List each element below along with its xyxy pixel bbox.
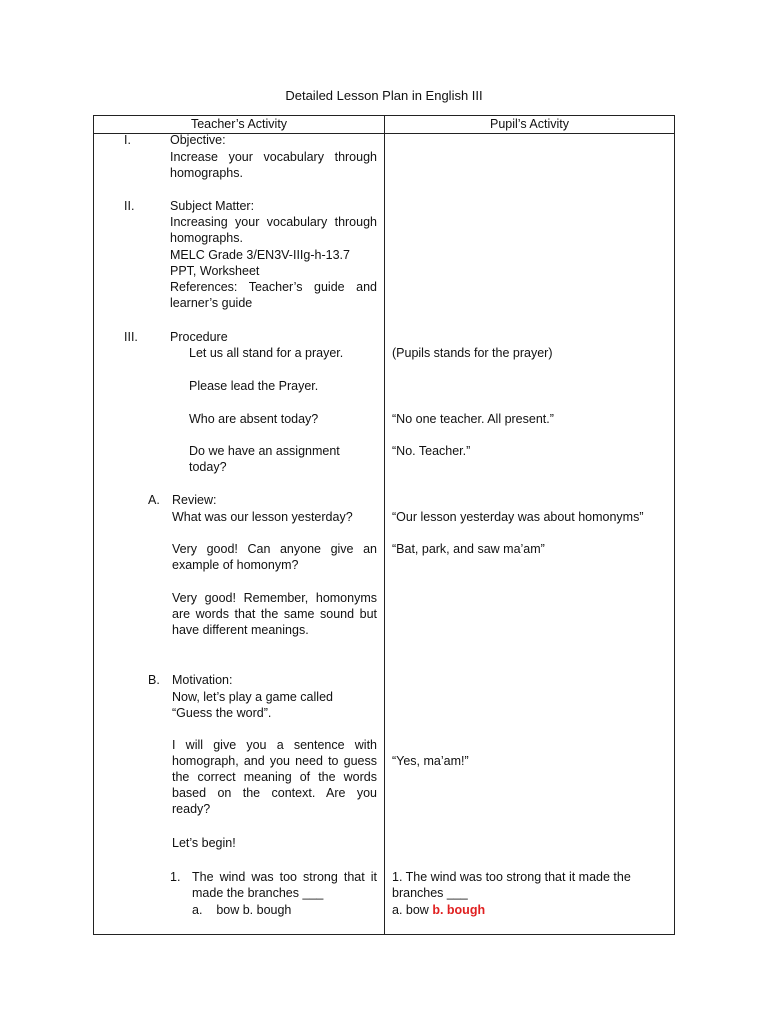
motivation-letter: B. bbox=[148, 673, 160, 687]
subject-matter-references: References: Teacher’s guide and learner’s guide bbox=[170, 280, 377, 310]
pupil-review-answer-2: “Bat, park, and saw ma’am” bbox=[392, 542, 545, 556]
procedure-label: Procedure bbox=[170, 330, 228, 344]
pupil-item-1-answer bbox=[392, 902, 485, 918]
pupil-prayer-response: (Pupils stands for the prayer) bbox=[392, 346, 553, 360]
pupil-item-1-sentence: 1. The wind was too strong that it made the branches ___ bbox=[392, 870, 631, 900]
item-1-number: 1. bbox=[170, 870, 181, 884]
review-letter: A. bbox=[148, 493, 160, 507]
procedure-absent: Who are absent today? bbox=[189, 412, 319, 426]
pupil-assignment-response: “No. Teacher.” bbox=[392, 444, 471, 458]
procedure-number: III. bbox=[124, 330, 138, 344]
objective-label: Objective: bbox=[170, 133, 226, 147]
subject-matter-number: II. bbox=[124, 199, 135, 213]
document-title: Detailed Lesson Plan in English III bbox=[285, 88, 483, 103]
review-label: Review: bbox=[172, 493, 217, 507]
pupil-review-answer-1: “Our lesson yesterday was about homonyms” bbox=[392, 510, 644, 524]
pupil-absent-response: “No one teacher. All present.” bbox=[392, 412, 554, 426]
teacher-column-header: Teacher’s Activity bbox=[190, 117, 288, 131]
procedure-assignment: Do we have an assignment today? bbox=[189, 444, 340, 474]
review-note: Very good! Remember, homonyms are words that the same sound but have different meanings. bbox=[172, 591, 377, 637]
subject-matter-label: Subject Matter: bbox=[170, 199, 255, 213]
motivation-label: Motivation: bbox=[172, 673, 233, 687]
pupil-ready-response: “Yes, ma’am!” bbox=[392, 754, 469, 768]
objective-text: Increase your vocabulary through homographs. bbox=[170, 150, 377, 180]
motivation-instructions: I will give you a sentence with homograph, and you need to guess the correct meaning of the words based on the context. Are you ready? bbox=[172, 738, 377, 816]
pupil-option-b-correct: b. bough bbox=[432, 903, 486, 917]
objective-number: I. bbox=[124, 133, 131, 147]
subject-matter-materials: PPT, Worksheet bbox=[170, 264, 260, 278]
motivation-intro-line-1: Now, let’s play a game called bbox=[172, 690, 333, 704]
item-1-sentence: The wind was too strong that it made the branches ___ bbox=[192, 870, 377, 900]
subject-matter-topic: Increasing your vocabulary through homographs. bbox=[170, 215, 377, 245]
procedure-lead-prayer: Please lead the Prayer. bbox=[189, 379, 319, 393]
review-question-1: What was our lesson yesterday? bbox=[172, 510, 353, 524]
procedure-prayer: Let us all stand for a prayer. bbox=[189, 346, 344, 360]
review-question-2: Very good! Can anyone give an example of homonym? bbox=[172, 542, 377, 572]
pupil-option-a: a. bow bbox=[392, 903, 429, 917]
motivation-begin: Let’s begin! bbox=[172, 836, 236, 850]
motivation-intro-line-2: “Guess the word”. bbox=[172, 706, 272, 720]
lesson-table bbox=[93, 115, 675, 935]
pupil-column-header: Pupil’s Activity bbox=[490, 117, 569, 131]
item-1-options: a. bow b. bough bbox=[192, 903, 292, 917]
subject-matter-melc: MELC Grade 3/EN3V-IIIg-h-13.7 bbox=[170, 248, 350, 262]
column-divider bbox=[384, 116, 385, 934]
